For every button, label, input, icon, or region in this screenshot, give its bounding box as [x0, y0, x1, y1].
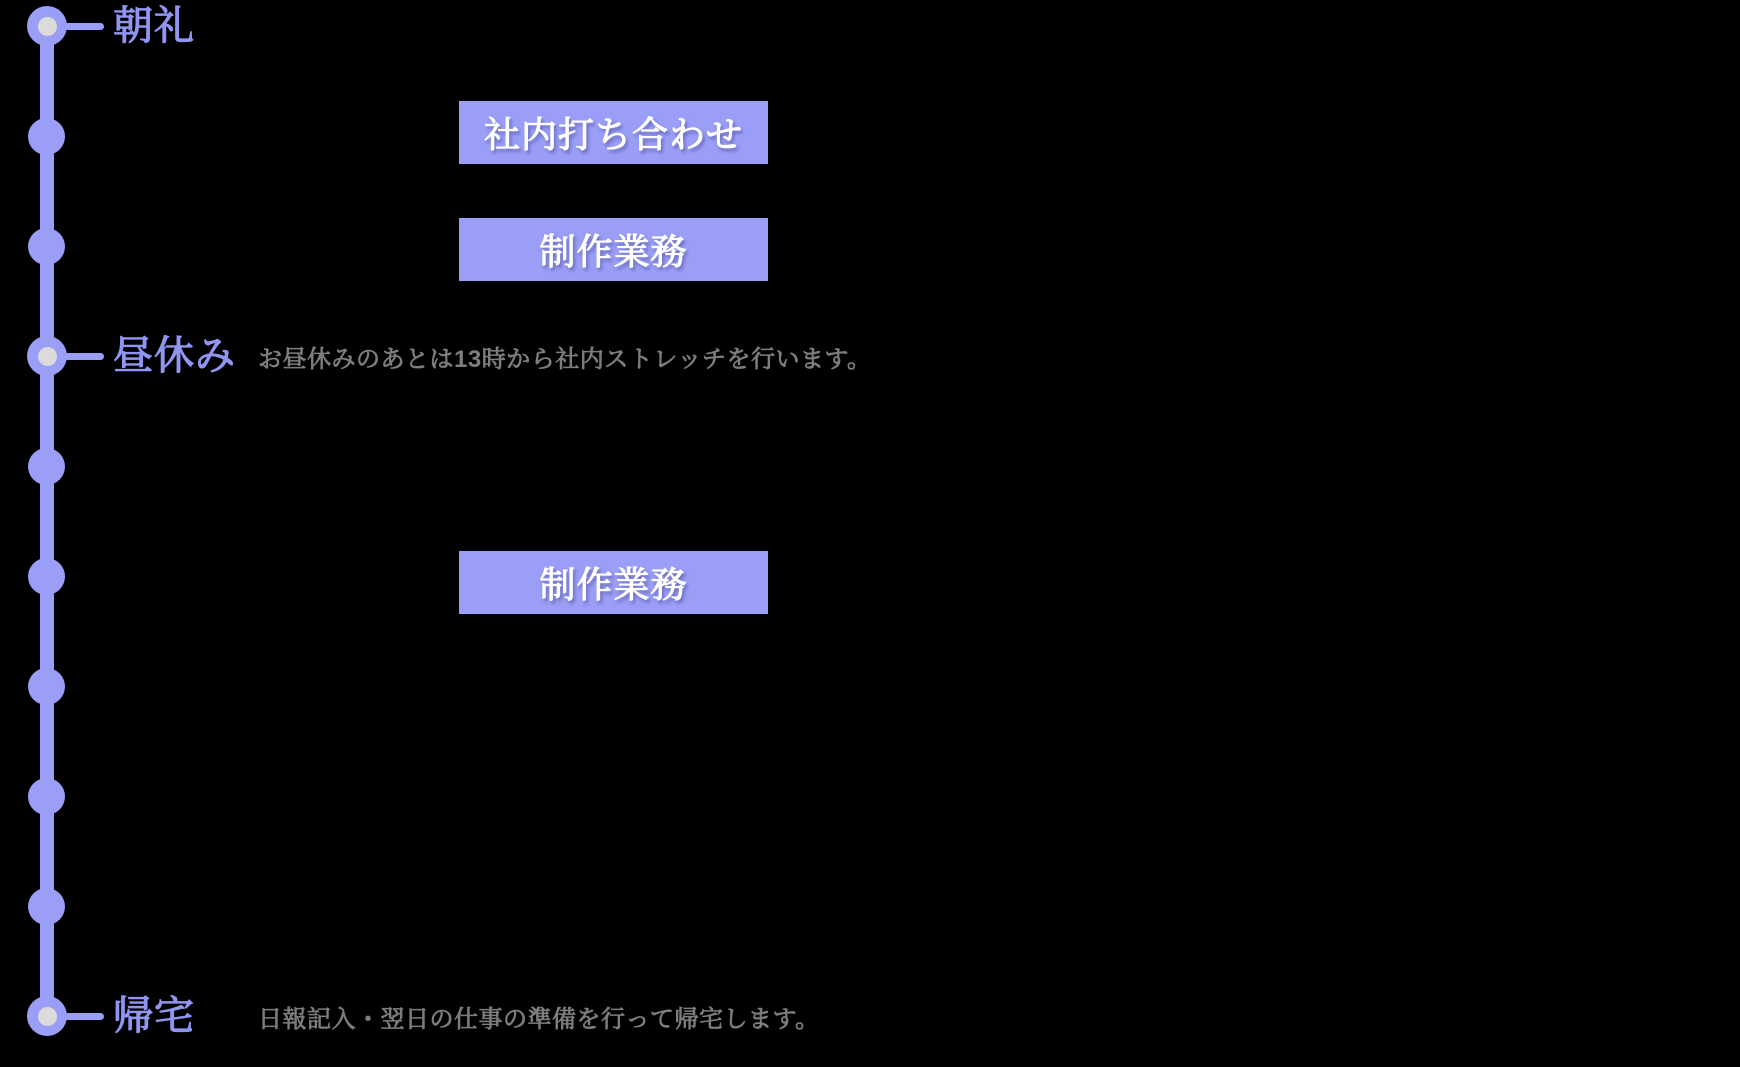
- event-label-production-work-pm: 制作業務: [539, 564, 688, 605]
- milestone-label-going-home: 帰宅: [113, 994, 195, 1038]
- event-box-internal-meeting: [459, 101, 768, 164]
- milestone-label-morning-assembly: 朝礼: [113, 4, 195, 48]
- milestone-inner-dot: [38, 347, 57, 366]
- milestone-inner-dot: [38, 1007, 57, 1026]
- milestone-node-morning-assembly: [27, 6, 67, 46]
- timeline-line: [40, 26, 54, 1016]
- hour-node-5: [28, 668, 65, 705]
- milestone-description-lunch-break: お昼休みのあとは13時から社内ストレッチを行います。: [258, 346, 872, 373]
- event-label-internal-meeting: 社内打ち合わせ: [483, 114, 743, 155]
- event-label-production-work-am: 制作業務: [539, 231, 688, 272]
- milestone-node-going-home: [27, 996, 67, 1036]
- hour-node-2: [28, 228, 65, 265]
- milestone-inner-dot: [38, 17, 57, 36]
- event-box-production-work-pm: [459, 551, 768, 614]
- connector-morning-assembly: [64, 23, 104, 30]
- milestone-description-going-home: 日報記入・翌日の仕事の準備を行って帰宅します。: [258, 1006, 820, 1033]
- connector-going-home: [64, 1013, 104, 1020]
- connector-lunch-break: [64, 353, 104, 360]
- milestone-node-lunch-break: [27, 336, 67, 376]
- hour-node-1: [28, 118, 65, 155]
- event-box-production-work-am: [459, 218, 768, 281]
- hour-node-4: [28, 558, 65, 595]
- milestone-label-lunch-break: 昼休み: [113, 334, 236, 378]
- hour-node-3: [28, 448, 65, 485]
- hour-node-6: [28, 778, 65, 815]
- hour-node-7: [28, 888, 65, 925]
